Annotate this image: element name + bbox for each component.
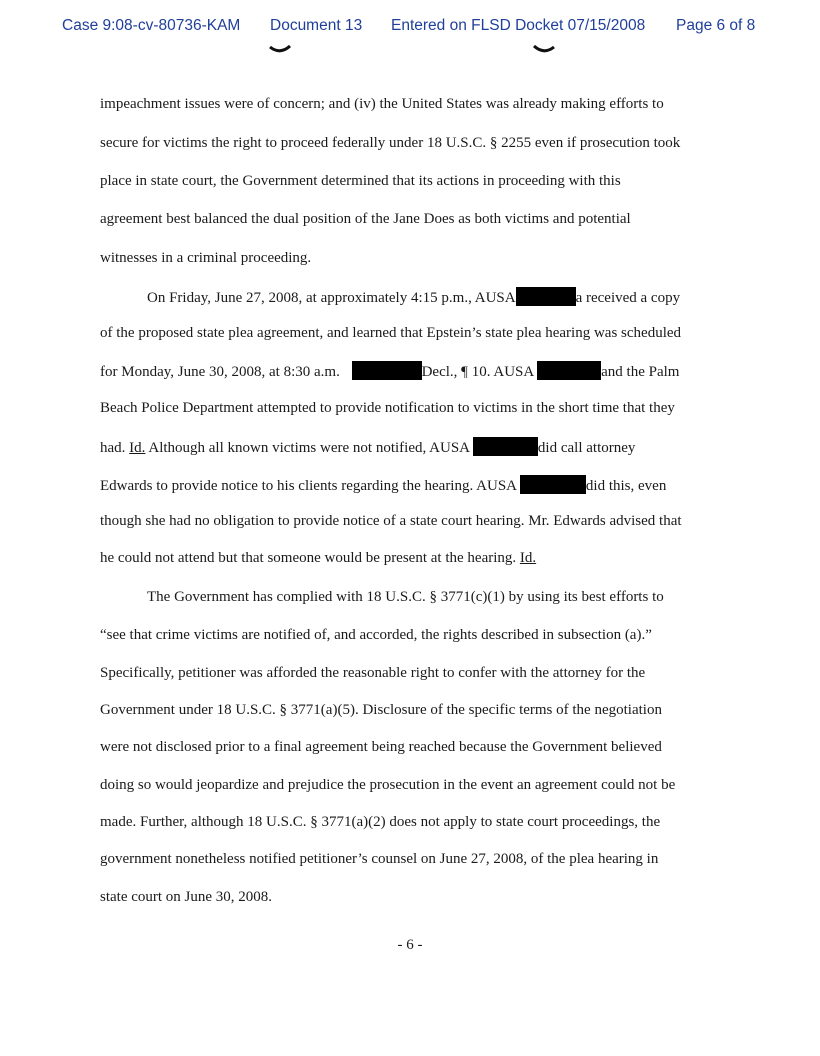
- body-line: place in state court, the Government determined that its actions in proceeding with this: [100, 173, 621, 189]
- body-line: agreement best balanced the dual position of the Jane Does as both victims and potential: [100, 211, 631, 227]
- body-line: Beach Police Department attempted to provide notification to victims in the short time that they: [100, 400, 675, 416]
- body-line: had. Id. Although all known victims were not notified, AUSA did call attorney: [100, 437, 635, 457]
- body-line: made. Further, although 18 U.S.C. § 3771(a)(2) does not apply to state court proceedings, the: [100, 814, 661, 830]
- page-indicator: Page 6 of 8: [676, 17, 756, 34]
- scan-mark-right: [532, 44, 556, 56]
- body-line: Government under 18 U.S.C. § 3771(a)(5). Disclosure of the specific terms of the negotiation: [100, 702, 662, 718]
- redaction-block: [537, 361, 601, 380]
- body-line: Edwards to provide notice to his clients regarding the hearing. AUSA did this, even: [100, 475, 666, 495]
- redaction-block: [473, 437, 538, 456]
- redaction-block: [352, 361, 422, 380]
- citation-id: Id.: [519, 550, 537, 566]
- body-line: of the proposed state plea agreement, and learned that Epstein’s state plea hearing was scheduled: [100, 325, 682, 341]
- body-line: secure for victims the right to proceed federally under 18 U.S.C. § 2255 even if prosecution took: [100, 135, 681, 151]
- docket-entry: Entered on FLSD Docket 07/15/2008: [391, 17, 646, 34]
- body-line: government nonetheless notified petitioner’s counsel on June 27, 2008, of the plea hearing in: [100, 851, 659, 867]
- body-line: though she had no obligation to provide notice of a state court hearing. Mr. Edwards advised that: [100, 513, 682, 529]
- body-line: witnesses in a criminal proceeding.: [100, 250, 312, 266]
- citation-id: Id.: [129, 440, 146, 456]
- document-number: Document 13: [270, 17, 363, 34]
- body-line: Specifically, petitioner was afforded the reasonable right to confer with the attorney for the: [100, 665, 646, 681]
- body-line: “see that crime victims are notified of, and accorded, the rights described in subsection (a).”: [100, 627, 652, 643]
- redaction-block: [520, 475, 586, 494]
- body-line: doing so would jeopardize and prejudice the prosecution in the event an agreement could not be: [100, 777, 676, 793]
- body-line: state court on June 30, 2008.: [100, 889, 273, 905]
- body-line: impeachment issues were of concern; and (iv) the United States was already making efforts to: [100, 96, 664, 112]
- case-number: Case 9:08-cv-80736-KAM: [62, 17, 241, 34]
- body-line: On Friday, June 27, 2008, at approximately 4:15 p.m., AUSA a received a copy: [147, 287, 680, 307]
- body-line: for Monday, June 30, 2008, at 8:30 a.m. Decl., ¶ 10. AUSA and the Palm: [100, 361, 679, 381]
- redaction-block: [516, 287, 576, 306]
- body-line: he could not attend but that someone would be present at the hearing. Id.: [100, 550, 537, 566]
- body-line: were not disclosed prior to a final agreement being reached because the Government believed: [100, 739, 662, 755]
- page-number: - 6 -: [397, 937, 423, 953]
- scan-mark-left: [268, 44, 292, 56]
- body-line: The Government has complied with 18 U.S.C. § 3771(c)(1) by using its best efforts to: [147, 589, 664, 605]
